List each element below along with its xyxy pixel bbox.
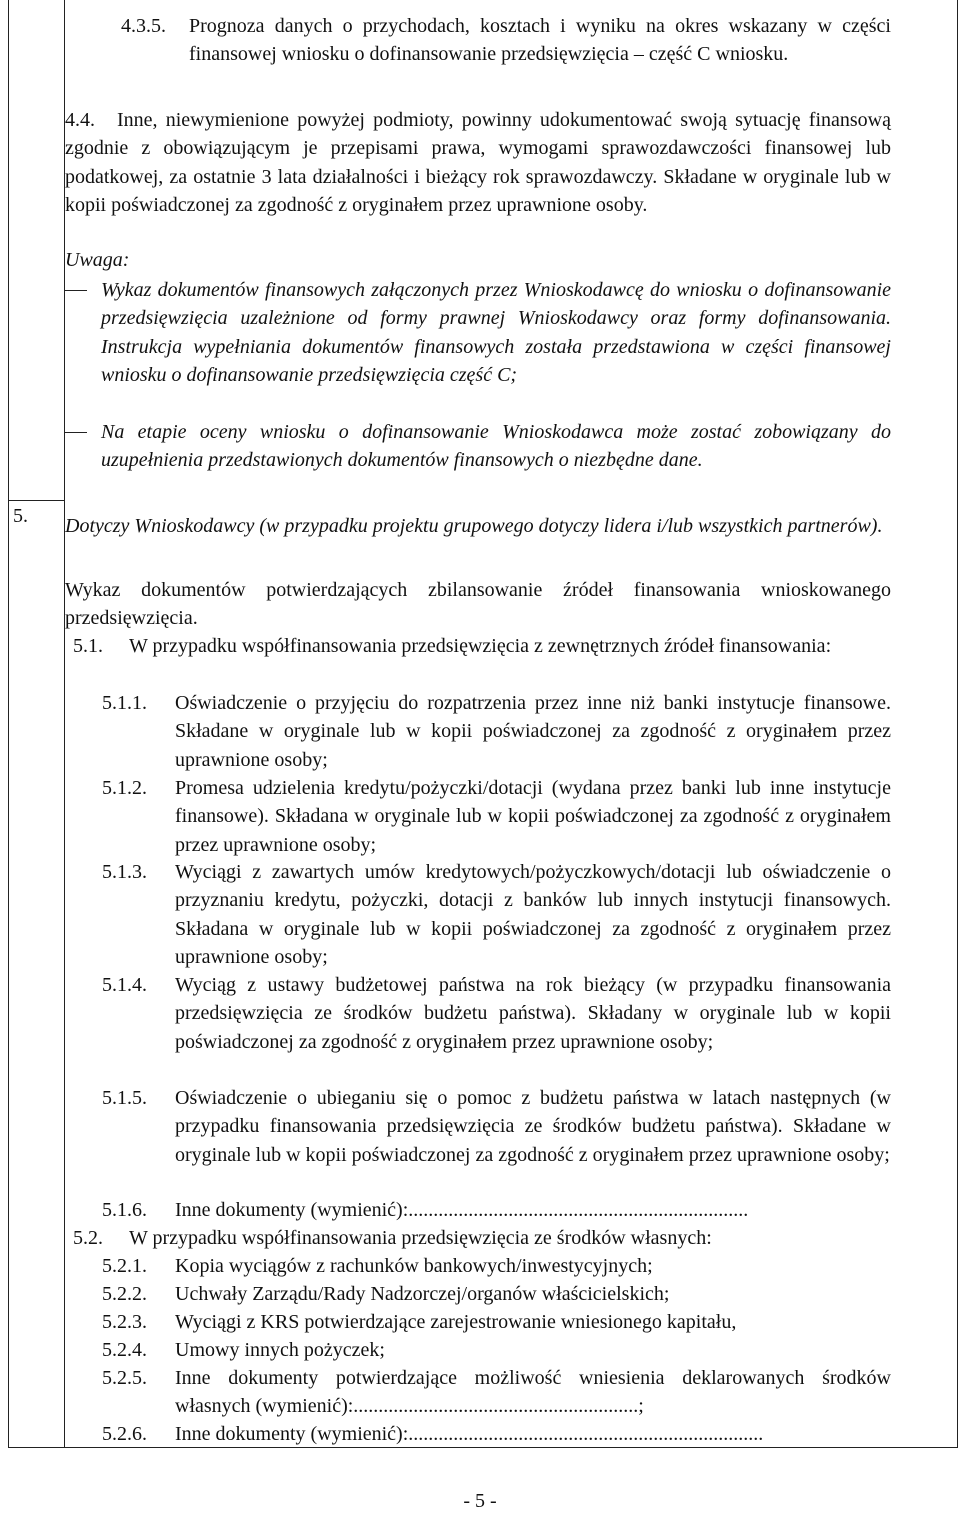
item-number: 5.1.1. [102, 692, 147, 714]
note-item: Na etapie oceny wniosku o dofinansowanie Wnioskodawca może zostać zobowiązany do uzupełnienia przedstawionych dokumentów finansowych o niezbędne dane. [101, 421, 891, 472]
item-text: Promesa udzielenia kredytu/pożyczki/dotacji (wydana przez banki lub inne instytucje finansowe). Składana w oryginale lub w kopii poświadczonej za zgodność z oryginałem przez uprawnione osoby; [175, 777, 891, 856]
item-text: Wyciągi z zawartych umów kredytowych/pożyczkowych/dotacji lub oświadczenie o przyznaniu kredytu, pożyczki, dotacji z banków lub innych instytucji finansowych. Składana w oryginale lub w kopii poświadczonej za zgodność z oryginałem przez uprawnione osoby; [175, 861, 891, 968]
item-number: 5.2.2. [102, 1283, 147, 1305]
item-text: W przypadku współfinansowania przedsięwzięcia z zewnętrznych źródeł finansowania: [129, 635, 832, 657]
note-heading: Uwaga: [65, 249, 130, 271]
row-number: 5. [13, 505, 28, 527]
item-number: 5.2.3. [102, 1311, 147, 1333]
item-number: 5.2.5. [102, 1367, 147, 1389]
item-number: 5.2.1. [102, 1255, 147, 1277]
section-5-scope: Dotyczy Wnioskodawcy (w przypadku projektu grupowego dotyczy lidera i/lub wszystkich partnerów). [65, 515, 883, 537]
dash-bullet [65, 290, 87, 291]
item-number: 5.1. [73, 635, 103, 657]
item-text: Inne dokumenty (wymienić):.................................................................... [175, 1199, 749, 1221]
item-text: Oświadczenie o przyjęciu do rozpatrzenia przez inne niż banki instytucje finansowe. Składane w oryginale lub w kopii poświadczonej za zgodność z oryginałem przez uprawnione osoby; [175, 692, 891, 771]
note-item: Wykaz dokumentów finansowych załączonych przez Wnioskodawcę do wniosku o dofinansowanie przedsięwzięcia uzależnione od formy prawnej Wnioskodawcy oraz formy dofinansowania. Instrukcja wypełniania dokumentów finansowych została przedstawiona w części finansowej wniosku o dofinansowanie przedsięwzięcia część C; [101, 279, 891, 386]
item-number: 5.1.6. [102, 1199, 147, 1221]
item-number: 5.1.2. [102, 777, 147, 799]
dash-bullet [65, 432, 87, 433]
item-number: 5.2.4. [102, 1339, 147, 1361]
document-table [8, 0, 958, 1448]
item-text: Umowy innych pożyczek; [175, 1339, 385, 1361]
item-text: Oświadczenie o ubieganiu się o pomoc z budżetu państwa w latach następnych (w przypadku finansowania przedsięwzięcia ze środków budżetu państwa). Składane w oryginale lub w kopii poświadczonej za zgodność z oryginałem przez uprawnione osoby; [175, 1087, 891, 1166]
section-number: 4.3.5. [121, 15, 166, 37]
item-text: W przypadku współfinansowania przedsięwzięcia ze środków własnych: [129, 1227, 712, 1249]
item-text: Inne dokumenty (wymienić):....................................................................... [175, 1423, 764, 1445]
item-text: Uchwały Zarządu/Rady Nadzorczej/organów właścicielskich; [175, 1283, 670, 1305]
item-number: 5.1.3. [102, 861, 147, 883]
section-text: Prognoza danych o przychodach, kosztach i wyniku na okres wskazany w części finansowej wniosku o dofinansowanie przedsięwzięcia – część C wniosku. [189, 15, 891, 66]
row-divider [9, 500, 64, 501]
item-number: 5.2. [73, 1227, 103, 1249]
section-text: Inne, niewymienione powyżej podmioty, powinny udokumentować swoją sytuację finansową zgodnie z obowiązującym je przepisami prawa, wymogami sprawozdawczości finansowej lub podatkowej, za ostatnie 3 lata działalności i bieżący rok sprawozdawczy. Składane w oryginale lub w kopii poświadczonej za zgodność z oryginałem przez uprawnione osoby. [65, 109, 891, 216]
item-text: Wyciągi z KRS potwierdzające zarejestrowanie wniesionego kapitału, [175, 1311, 737, 1333]
item-number: 5.1.5. [102, 1087, 147, 1109]
section-number: 4.4. [65, 109, 95, 131]
item-number: 5.2.6. [102, 1423, 147, 1445]
item-text: Wyciąg z ustawy budżetowej państwa na rok bieżący (w przypadku finansowania przedsięwzięcia ze środków budżetu państwa). Składany w oryginale lub w kopii poświadczonej za zgodność z oryginałem przez uprawnione osoby; [175, 974, 891, 1053]
page-number: - 5 - [463, 1490, 497, 1512]
item-text: Kopia wyciągów z rachunków bankowych/inwestycyjnych; [175, 1255, 653, 1277]
item-text: Inne dokumenty potwierdzające możliwość wniesienia deklarowanych środków własnych (wymienić):.........................................................; [175, 1367, 891, 1418]
item-number: 5.1.4. [102, 974, 147, 996]
section-5-intro: Wykaz dokumentów potwierdzających zbilansowanie źródeł finansowania wnioskowanego przedsięwzięcia. [65, 579, 891, 630]
